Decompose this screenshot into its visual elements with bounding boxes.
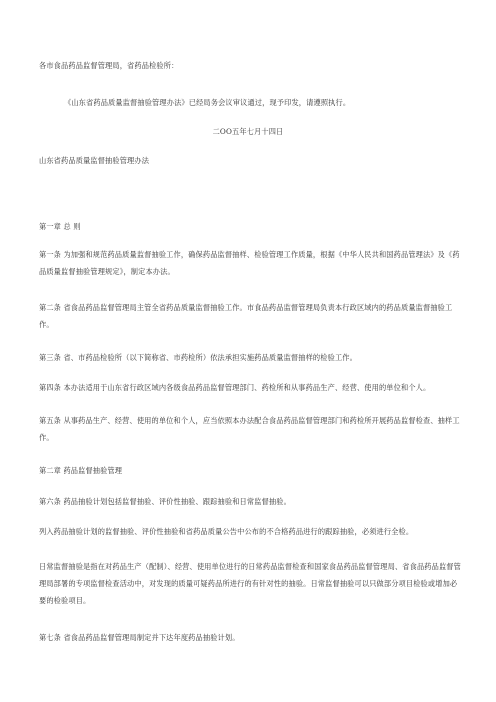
chapter-heading-1: 第一章 总 则 (39, 222, 81, 231)
paragraph-daily-sampling: 日常监督抽验是指在对药品生产（配制）、经营、使用单位进行的日常药品监督检查和国家食品药品监督管理局、省食品药品监督管理局部署的专项监督检查活动中，对发现的质量可疑药品所进行的有针对性的抽验。日常监督抽验可以只做部分项目检验或增加必要的检验项目。 (39, 562, 461, 605)
document-title: 山东省药品质量监督抽验管理办法 (39, 156, 150, 165)
article-6: 第六条 药品抽验计划包括监督抽验、评价性抽验、跟踪抽验和日常监督抽验。 (39, 497, 291, 506)
paragraph-follow-up-sampling: 列入药品抽验计划的监督抽验、评价性抽验和省药品质量公告中公布的不合格药品进行的跟踪抽验，必须进行全检。 (39, 527, 414, 536)
addressee: 各市食品药品监督管理局，省药品检验所： (39, 61, 179, 70)
notice-text: 《山东省药品质量监督抽验管理办法》已经局务会议审议通过，现予印发，请遵照执行。 (64, 98, 351, 107)
article-2: 第二条 省食品药品监督管理局主管全省药品质量监督抽验工作。市食品药品监督管理局负责本行政区域内的药品质量监督抽验工作。 (39, 303, 453, 329)
issue-date: 二OO五年七月十四日 (212, 127, 284, 136)
article-3: 第三条 省、市药品检验所（以下简称省、市药检所）依法承担实施药品质量监督抽样的检验工作。 (39, 353, 357, 362)
article-1: 第一条 为加强和规范药品质量监督抽验工作，确保药品监督抽样、检验管理工作质量，根据《中华人民共和国药品管理法》及《药品质量监督抽验管理规定》，制定本办法。 (39, 250, 460, 276)
article-7: 第七条 省食品药品监督管理局制定并下达年度药品抽验计划。 (39, 633, 240, 642)
chapter-heading-2: 第二章 药品监督抽验管理 (39, 466, 123, 475)
article-4: 第四条 本办法适用于山东省行政区域内各级食品药品监督管理部门、药检所和从事药品生产、经营、使用的单位和个人。 (39, 383, 431, 392)
article-5: 第五条 从事药品生产、经营、使用的单位和个人，应当依照本办法配合食品药品监督管理部门和药检所开展药品监督检查、抽样工作。 (39, 416, 460, 442)
